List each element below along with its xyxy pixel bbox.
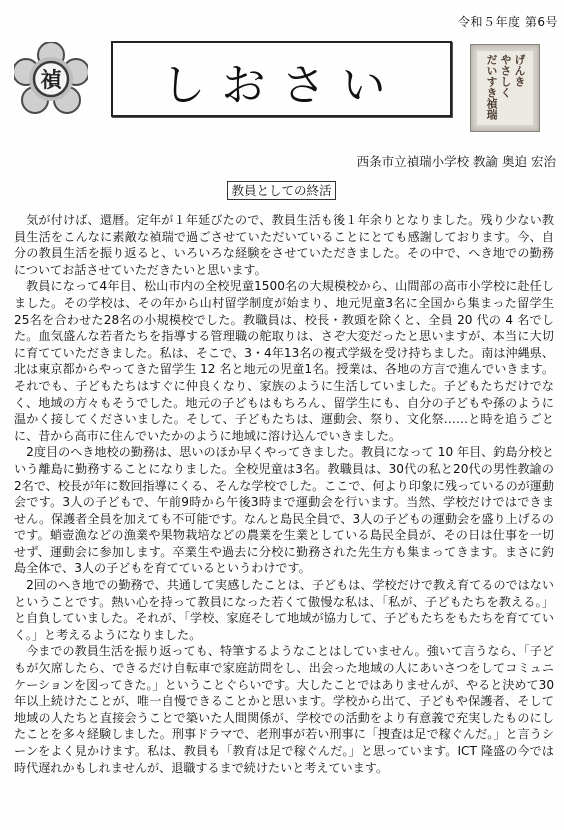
article-body [14, 212, 554, 776]
school-emblem [14, 42, 88, 114]
paragraph: 2回のへき地での勤務で、共通して実感したことは、子どもは、学校だけで教え育てるのではないということです。熱い心を持って教員になった若くて傲慢な私は、「私が、子どもたちを教える。」と自負していました。それが、「学校、家庭そして地域が協力して、子どもたちをもたちを育てていく。」と考えるようになりました。 [14, 578, 554, 642]
paragraph: 気が付けば、還暦。定年が１年延びたので、教員生活も後１年余りとなりました。残り少ない教員生活をこんなに素敵な禎瑞で過ごさせていただいていることにとても感謝しております。今、自分の教員生活を振り返ると、いろいろな経験をさせていただきました。その中で、へき地での勤務についてお話させていただきたいと思います。 [14, 213, 554, 277]
motto-card [470, 44, 540, 132]
emblem-char: 禎 [40, 67, 62, 92]
newsletter-title-box [111, 41, 452, 117]
newsletter-title: しおさい [161, 60, 402, 111]
paragraph: 教員になって4年目、松山市内の全校児童1500名の大規模校から、山間部の高市小学校に赴任しました。その学校は、その年から山村留学制度が始まり、地元児童3名に全国から集まった留学生25名を合わせた28名の小規模校でした。教職員は、校長・教頭を除くと、全員 20 代の 4 名でした。血気盛んな若者たちを指導する管理職の舵取りは、さぞ大変だったと思いますが、本当に大切に育てていただきました。私は、そこで、3・4年13名の複式学級を受け持ちました。南は沖縄県、北は東京都からやってきた留学生 12 名と地元の児童1名。授業は、各地の方言で進んでいきます。それでも、子どもたちはすぐに仲良くなり、家族のように生活していました。子どもたちだけでなく、地域の方々もそうでした。地元の子どもはもちろん、留学生にも、自分の子どもや孫のように温かく接してくださいました。そして、子どもたちは、運動会、祭り、文化祭……と時を追うごとに、昔から高市に住んでいたかのように地域に溶け込んでいきました。 [14, 279, 554, 443]
motto-line-3: だいすき禎瑞 [485, 54, 498, 120]
motto-line-1: げんき [513, 54, 526, 87]
paragraph: 2度目のへき地校の勤務は、思いのほか早くやってきました。教員になって 10 年目、釣島分校という離島に勤務することになりました。全校児童は3名。教職員は、30代の私と20代の男性教諭の2名で、校長が年に数回指導にくる、そんな学校でした。ここで、何より印象に残っているのが運動会です。3人の子どもで、午前9時から午後3時まで運動会を行います。当然、学校だけではできません。保護者全員を加えても不可能です。なんと島民全員で、3人の子どもの運動会を盛り上げるのです。蛸壺漁などの漁業や果物栽培などの農業を生業としている島民全員が、その日は仕事を一切せず、運動会に参加します。卒業生や過去に分校に勤務された先生方も集まってきます。まさに釣島全体で、3人の子どもを育てているというわけです。 [14, 445, 554, 576]
paragraph: 今までの教員生活を振り返っても、特筆するようなことはしていません。強いて言うなら、「子どもが欠席したら、できるだけ自転車で家庭訪問をし、出会った地域の人にあいさつをしてコミュニケーションを図ってきた。」ということぐらいです。大したことではありませんが、やると決めて30年以上続けたことが、唯一自慢できることかと思います。学校から出て、子どもや保護者、そして地域の人たちと直接会うことで築いた人間関係が、学校での活動をより有意義で充実したものにしたことを多々経験しました。刑事ドラマで、老刑事が若い刑事に「捜査は足で稼ぐんだ。」と言うシーンをよく見かけます。私は、教員も「教育は足で稼ぐんだ。」と思っています。ICT 隆盛の今では時代遅れかもしれませんが、退職するまで続けたいと考えています。 [14, 644, 555, 775]
issue-label: 令和５年度 第6号 [458, 15, 558, 29]
article-subtitle: 教員としての終活 [227, 181, 336, 200]
motto-line-2: やさしく [499, 54, 512, 98]
author-line: 西条市立禎瑞小学校 教諭 奥迫 宏治 [356, 154, 556, 169]
motto-card-inner [477, 51, 533, 125]
